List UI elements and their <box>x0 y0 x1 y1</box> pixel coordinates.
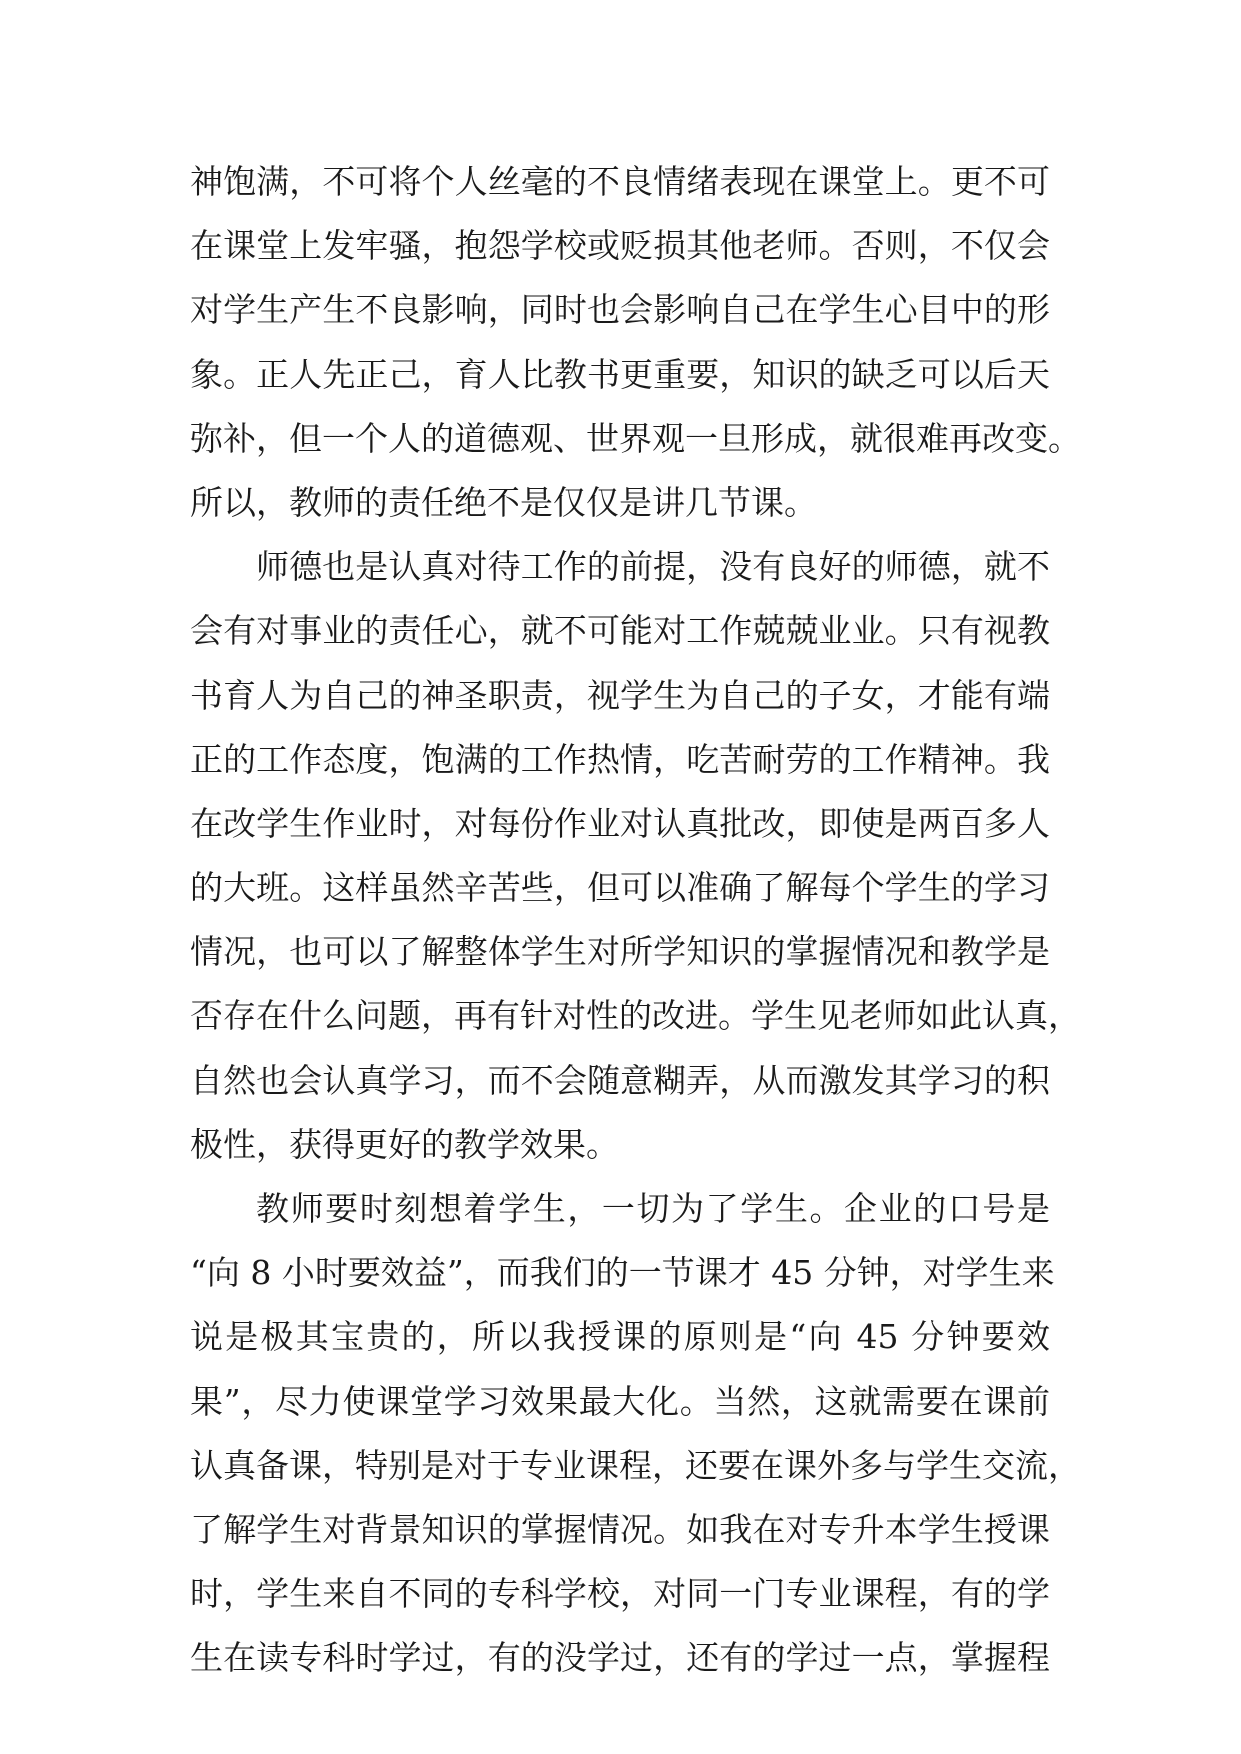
text-line: 象。正人先正己，育人比教书更重要，知识的缺乏可以后天 <box>190 354 1050 394</box>
text-line: 认真备课，特别是对于专业课程，还要在课外多与学生交流， <box>190 1445 1081 1485</box>
text-line: 神饱满，不可将个人丝毫的不良情绪表现在课堂上。更不可 <box>190 162 1050 201</box>
text-line: 教师要时刻想着学生，一切为了学生。企业的口号是 <box>256 1189 1050 1228</box>
text-line: 师德也是认真对待工作的前提，没有良好的师德，就不 <box>256 547 1050 587</box>
text-line: 的大班。这样虽然辛苦些，但可以准确了解每个学生的学习 <box>190 868 1050 908</box>
text-line: 了解学生对背景知识的掌握情况。如我在对专升本学生授课 <box>190 1509 1050 1549</box>
text-line: 在课堂上发牢骚，抱怨学校或贬损其他老师。否则，不仅会 <box>190 226 1050 266</box>
text-line: 书育人为自己的神圣职责，视学生为自己的子女，才能有端 <box>190 675 1050 715</box>
text-line: 时，学生来自不同的专科学校，对同一门专业课程，有的学 <box>190 1574 1050 1614</box>
text-line: 弥补，但一个人的道德观、世界观一旦形成，就很难再改变。 <box>190 418 1081 458</box>
body-text <box>190 150 1081 1691</box>
text-line: 自然也会认真学习，而不会随意糊弄，从而激发其学习的积 <box>190 1060 1050 1100</box>
text-line: 正的工作态度，饱满的工作热情，吃苦耐劳的工作精神。我 <box>190 739 1050 779</box>
text-line: 否存在什么问题，再有针对性的改进。学生见老师如此认真， <box>190 996 1081 1036</box>
text-line: 果”，尽力使课堂学习效果最大化。当然，这就需要在课前 <box>190 1381 1050 1421</box>
text-line: 说是极其宝贵的，所以我授课的原则是“向 45 分钟要效 <box>190 1317 1050 1357</box>
text-line: 对学生产生不良影响，同时也会影响自己在学生心目中的形 <box>190 290 1050 330</box>
text-line: 情况，也可以了解整体学生对所学知识的掌握情况和教学是 <box>190 932 1050 972</box>
text-line: 会有对事业的责任心，就不可能对工作兢兢业业。只有视教 <box>190 611 1050 651</box>
text-line: 在改学生作业时，对每份作业对认真批改，即使是两百多人 <box>190 803 1050 843</box>
text-line: 极性，获得更好的教学效果。 <box>190 1124 619 1164</box>
text-line: 生在读专科时学过，有的没学过，还有的学过一点，掌握程 <box>190 1638 1050 1678</box>
text-line: “向 8 小时要效益”，而我们的一节课才 45 分钟，对学生来 <box>190 1253 1055 1293</box>
text-line: 所以，教师的责任绝不是仅仅是讲几节课。 <box>190 482 817 522</box>
